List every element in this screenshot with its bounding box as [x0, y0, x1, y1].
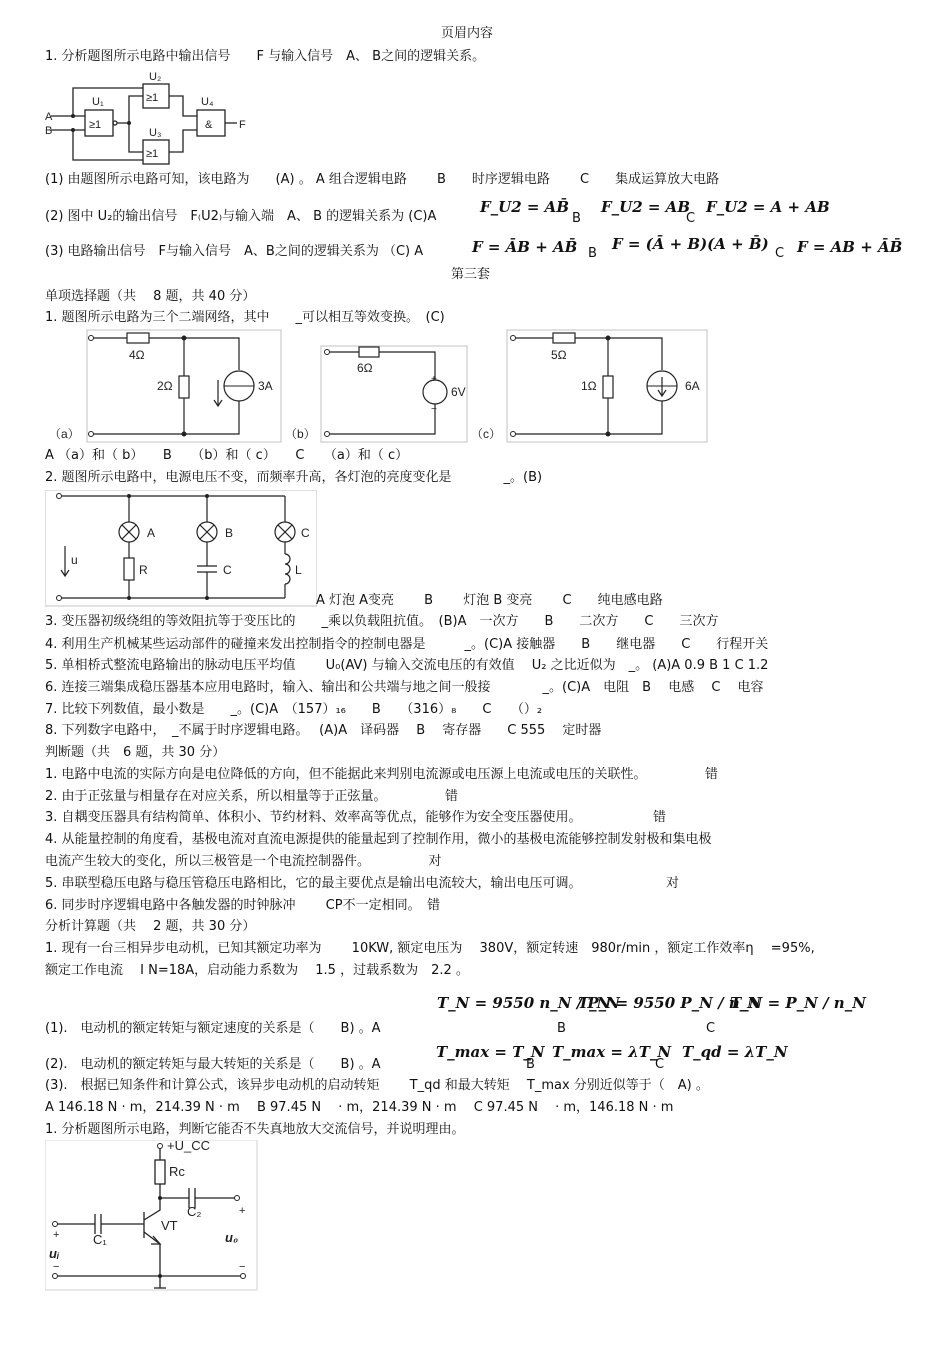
judge-4-line1: 4. 从能量控制的角度看，基极电流对直流电源提供的能量起到了控制作用，微小的基极电流能够控制发射极和集电极 [45, 832, 712, 847]
label-gate4: & [205, 119, 213, 131]
question-1-options: A （a）和（ b） B （b）和（ c） C （a）和（ c） [45, 448, 409, 463]
judge-4-line2: 电流产生较大的变化，所以三极管是一个电流控制器件。 对 [45, 854, 442, 869]
calc-1-sub1: (1). 电动机的额定转矩与额定速度的关系是（ B) 。A [45, 1021, 381, 1036]
label-lamp-c: C [301, 526, 310, 540]
set-title: 第三套 [451, 267, 491, 282]
calc-1-line1: 1. 现有一台三相异步电动机，已知其额定功率为 10KW, 额定电压为 380V，额定转速 980r/min ，额定工作效率η =95%, [45, 941, 815, 956]
label-u4: U₄ [201, 96, 214, 108]
amplifier-circuit-figure [45, 1140, 260, 1292]
label-4ohm: 4Ω [129, 348, 145, 362]
formula-s3-a: F = ĀB + AB̄ [472, 238, 578, 256]
formula-c1-c: T_N = P_N / n_N [730, 994, 866, 1012]
label-r: R [139, 563, 148, 577]
label-l: L [295, 563, 302, 577]
logic-sub2-opt-b: B [572, 211, 581, 226]
judge-5: 5. 串联型稳压电路与稳压管稳压电路相比，它的最主要优点是输出电流较大，输出电压可调。 对 [45, 876, 680, 891]
question-6: 6. 连接三端集成稳压器基本应用电路时，输入、输出和公共端与地之间一般接 _。(C)A 电阻 B 电感 C 电容 [45, 680, 764, 695]
question-4: 4. 利用生产机械某些运动部件的碰撞来发出控制指令的控制电器是 _。(C)A 接触器 B 继电器 C 行程开关 [45, 637, 769, 652]
formula-s2-b: F_U2 = AB [601, 198, 690, 216]
formula-s2-c: F_U2 = A + AB [706, 198, 830, 216]
label-1ohm: 1Ω [581, 379, 597, 393]
label-lamp-a: A [147, 526, 156, 540]
label-3a: 3A [258, 379, 273, 393]
label-input-plus: + [53, 1229, 60, 1241]
formula-c2-a: T_max = T_N [436, 1043, 545, 1061]
calc-1-sub3-options: A 146.18 N · m，214.39 N · m B 97.45 N · m，214.39 N · m C 97.45 N · m，146.18 N · m [45, 1100, 674, 1115]
two-terminal-networks-figure [45, 328, 725, 446]
label-6v: 6V [451, 385, 466, 399]
logic-sub3-opt-c: C [775, 246, 785, 261]
label-network-b: （b） [285, 427, 316, 441]
label-cap: C [223, 563, 232, 577]
logic-sub1: (1) 由题图所示电路可知，该电路为 (A) 。 A 组合逻辑电路 B 时序逻辑电路 C 集成运算放大电路 [45, 172, 720, 187]
lamp-circuit-figure [45, 490, 317, 608]
label-output-minus: − [239, 1261, 246, 1273]
logic-sub2: (2) 图中 U₂的输出信号 F₍U2₎与输入端 A、 B 的逻辑关系为 (C)A [45, 209, 437, 224]
label-rc: Rc [169, 1164, 185, 1179]
logic-sub2-opt-c: C [686, 211, 696, 226]
formula-s2-a: F_U2 = AB̄ [480, 198, 569, 216]
section-calculation: 分析计算题（共 2 题，共 30 分） [45, 919, 256, 934]
label-network-a: （a） [49, 427, 80, 441]
calc-1-sub2-opt-c: C [655, 1057, 665, 1072]
label-c1: C₁ [93, 1232, 107, 1247]
judge-2: 2. 由于正弦量与相量存在对应关系，所以相量等于正弦量。 错 [45, 789, 459, 804]
label-output-f: F [239, 119, 246, 131]
svg-text:−: − [431, 404, 437, 415]
label-gate1: ≥1 [89, 119, 102, 131]
formula-c2-b: T_max = λT_N [552, 1043, 672, 1061]
label-vcc: +U_CC [167, 1140, 210, 1153]
label-input-a: A [45, 111, 53, 123]
question-2: 2. 题图所示电路中，电源电压不变，而频率升高，各灯泡的亮度变化是 _。(B) [45, 470, 543, 485]
formula-c1-a: T_N = 9550 n_N / P_N [437, 994, 620, 1012]
calc-2-question: 1. 分析题图所示电路，判断它能否不失真地放大交流信号，并说明理由。 [45, 1122, 465, 1137]
label-5ohm: 5Ω [551, 348, 567, 362]
calc-1-sub1-opt-c: C [706, 1021, 716, 1036]
judge-3: 3. 自耦变压器具有结构简单、体积小、节约材料、效率高等优点，能够作为安全变压器使用。 错 [45, 810, 667, 825]
label-vt: VT [161, 1218, 178, 1233]
question-8: 8. 下列数字电路中， _不属于时序逻辑电路。 (A)A 译码器 B 寄存器 C 555 定时器 [45, 723, 602, 738]
logic-question: 1. 分析题图所示电路中输出信号 F 与输入信号 A、 B之间的逻辑关系。 [45, 49, 486, 64]
label-input-minus: − [53, 1261, 60, 1273]
label-u: u [71, 553, 78, 567]
logic-sub3-opt-b: B [588, 246, 597, 261]
question-2-options: A 灯泡 A变亮 B 灯泡 B 变亮 C 纯电感电路 [316, 593, 663, 608]
calc-1-line2: 额定工作电流 I N=18A，启动能力系数为 1.5 ，过载系数为 2.2 。 [45, 963, 469, 978]
formula-c2-c: T_qd = λT_N [682, 1043, 788, 1061]
label-u2: U₂ [149, 71, 162, 83]
label-gate3: ≥1 [146, 148, 159, 160]
label-output-plus: + [239, 1205, 246, 1217]
judge-1: 1. 电路中电流的实际方向是电位降低的方向，但不能据此来判别电流源或电压源上电流或电压的关联性。 错 [45, 767, 719, 782]
formula-s3-c: F = AB + ĀB̄ [797, 238, 903, 256]
judge-6: 6. 同步时序逻辑电路中各触发器的时钟脉冲 CP不一定相同。 错 [45, 898, 441, 913]
section-single-choice: 单项选择题（共 8 题，共 40 分） [45, 289, 256, 304]
label-network-c: （c） [471, 427, 502, 441]
section-true-false: 判断题（共 6 题，共 30 分） [45, 745, 226, 760]
calc-1-sub2-opt-b: B [526, 1057, 535, 1072]
logic-circuit-figure [45, 70, 250, 168]
calc-1-sub3: (3). 根据已知条件和计算公式，该异步电动机的启动转矩 T_qd 和最大转矩 T_max 分别近似等于（ A) 。 [45, 1078, 709, 1093]
label-lamp-b: B [225, 526, 234, 540]
question-3: 3. 变压器初级绕组的等效阻抗等于变压比的 _乘以负载阻抗值。 (B)A 一次方 B 二次方 C 三次方 [45, 614, 719, 629]
page-header: 页眉内容 [441, 26, 494, 41]
question-1: 1. 题图所示电路为三个二端网络，其中 _可以相互等效变换。 (C) [45, 310, 445, 325]
formula-s3-b: F = (Ā + B)(A + B̄) [612, 235, 769, 253]
label-gate2: ≥1 [146, 92, 159, 104]
formula-c1-b: T_N = 9550 P_N / n_N [578, 994, 761, 1012]
label-uo: u₀ [225, 1230, 239, 1245]
question-7: 7. 比较下列数值，最小数是 _。(C)A （157）₁₆ B （316）₈ C （）₂ [45, 702, 543, 717]
label-6ohm: 6Ω [357, 361, 373, 375]
calc-1-sub1-opt-b: B [557, 1021, 566, 1036]
label-ui: uᵢ [49, 1246, 60, 1261]
label-c2: C₂ [187, 1204, 202, 1219]
label-input-b: B [45, 125, 53, 137]
logic-sub3: (3) 电路输出信号 F与输入信号 A、B之间的逻辑关系为 （C) A [45, 244, 424, 259]
calc-1-sub2: (2). 电动机的额定转矩与最大转矩的关系是（ B) 。A [45, 1057, 381, 1072]
label-u1: U₁ [92, 96, 104, 108]
question-5: 5. 单相桥式整流电路输出的脉动电压平均值 U₀(AV) 与输入交流电压的有效值 U₂ 之比近似为 _。 (A)A 0.9 B 1 C 1.2 [45, 658, 769, 673]
label-6a: 6A [685, 379, 700, 393]
svg-text:+: + [431, 374, 437, 385]
label-2ohm: 2Ω [157, 379, 173, 393]
label-u3: U₃ [149, 127, 162, 139]
